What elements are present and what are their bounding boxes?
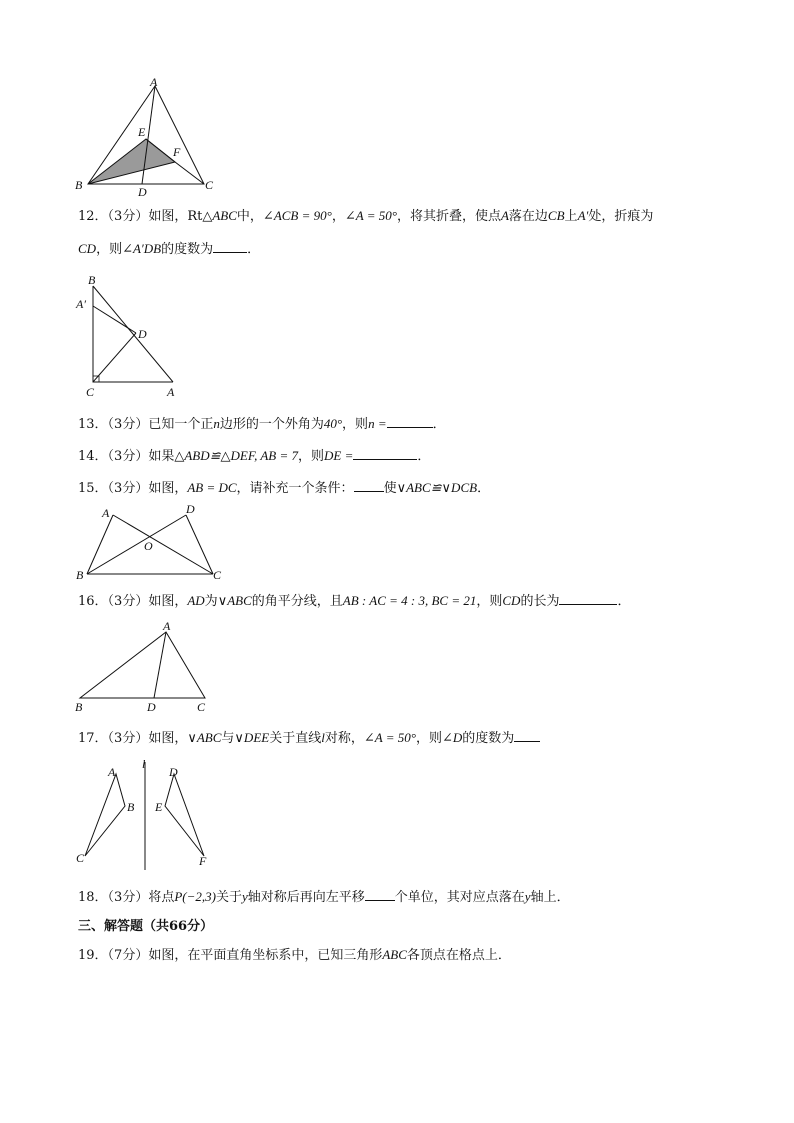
q16-text: 为	[204, 594, 218, 609]
q12-math: A	[500, 208, 509, 223]
q12-text: 上	[564, 209, 578, 224]
q17-math: ∠D	[441, 730, 463, 745]
triangle-abc	[85, 774, 125, 856]
segment-ab	[87, 515, 113, 574]
label-d: D	[138, 185, 147, 198]
figure-q16	[70, 618, 220, 714]
q17-math: ∠A = 50°	[363, 730, 416, 745]
answer-blank[interactable]	[387, 415, 433, 428]
label-a-prime: A′	[76, 297, 86, 311]
q12-text: 处，折痕为	[588, 209, 654, 224]
triangle-def	[165, 774, 204, 856]
label-o: O	[144, 539, 153, 553]
q17-text: 对称，	[324, 731, 364, 746]
answer-blank[interactable]	[213, 240, 247, 253]
q19-text: 各顶点在格点上．	[406, 948, 511, 963]
label-a: A	[102, 506, 110, 520]
segment-bd	[87, 515, 186, 574]
q16-text: ，则	[476, 594, 503, 609]
q12-math: ∠A = 50°	[344, 208, 397, 223]
q13-text: 13．（3分）已知一个正	[78, 417, 214, 432]
q14-text: ，则	[298, 449, 325, 464]
shaded-triangle-bef	[88, 139, 175, 184]
segment-ad	[154, 632, 166, 698]
q12-text: 落在边	[508, 209, 548, 224]
q12-text: 的度数为	[161, 242, 214, 257]
label-c: C	[197, 700, 206, 714]
label-b: B	[76, 568, 84, 582]
label-b: B	[75, 178, 83, 192]
q16-text: 的角平分线，且	[251, 594, 343, 609]
q12-text: ，将其折叠，使点	[396, 209, 501, 224]
label-a: A	[150, 75, 158, 89]
q18-text: 轴对称后再向左平移	[247, 890, 365, 905]
question-15	[78, 479, 490, 498]
q13-text: ，则	[342, 417, 369, 432]
answer-blank[interactable]	[559, 592, 617, 605]
q19-text: 19．（7分）如图，在平面直角坐标系中，已知三角形	[78, 948, 383, 963]
figure-q12	[70, 272, 190, 400]
figure-q15	[70, 502, 230, 582]
q12-text: ．	[247, 242, 261, 257]
q15-text: 15．（3分）如图，	[78, 481, 188, 496]
question-19	[78, 946, 511, 965]
q12-text: ，则	[96, 242, 123, 257]
q12-math: ∠A′DB	[122, 241, 162, 256]
q14-math: DE =	[324, 448, 354, 463]
q17-math: l	[321, 730, 325, 745]
triangle-abc	[80, 632, 205, 698]
q18-math: P(−2,3)	[174, 889, 216, 904]
label-f: F	[199, 854, 207, 868]
q18-text: 18．（3分）将点	[78, 890, 175, 905]
label-l: l	[142, 757, 146, 771]
label-c: C	[213, 568, 222, 582]
q17-text: 关于直线	[269, 731, 322, 746]
label-d: D	[147, 700, 156, 714]
label-d: D	[169, 765, 178, 779]
q12-math: CB	[547, 208, 565, 223]
q13-text: 边形的一个外角为	[219, 417, 324, 432]
q16-math: ∨ABC	[217, 593, 252, 608]
answer-blank[interactable]	[353, 447, 417, 460]
q17-math: ∨DEE	[234, 730, 270, 745]
segment-a1d	[93, 306, 136, 333]
question-12-line-2	[78, 240, 260, 259]
q15-text: 使	[383, 481, 397, 496]
q16-text: ．	[617, 594, 631, 609]
q12-math: A′	[577, 208, 589, 223]
q18-math: y	[524, 889, 531, 904]
q12-math: ∠ACB = 90°	[262, 208, 332, 223]
q16-math: AB : AC = 4 : 3, BC = 21	[342, 593, 477, 608]
label-b: B	[88, 273, 96, 287]
section-heading: 三、解答题（共66分）	[78, 919, 214, 934]
q12-text: Rt△	[187, 209, 213, 224]
label-d: D	[138, 327, 147, 341]
q17-text: 的度数为	[462, 731, 515, 746]
q16-math: AD	[187, 593, 205, 608]
question-16	[78, 592, 630, 611]
label-b: B	[127, 800, 135, 814]
q18-text: 关于	[215, 890, 242, 905]
question-18	[78, 888, 570, 907]
label-f: F	[173, 145, 181, 159]
q16-text: 的长为	[520, 594, 560, 609]
question-12-line-1	[78, 207, 653, 226]
q18-text: 轴上．	[530, 890, 570, 905]
label-c: C	[86, 385, 95, 399]
q15-math: AB = DC	[187, 480, 237, 495]
q12-math: ABC	[212, 208, 237, 223]
q15-text: ，请补充一个条件：	[236, 481, 354, 496]
answer-blank[interactable]	[365, 888, 395, 901]
question-13	[78, 415, 446, 434]
q15-text: ．	[477, 481, 491, 496]
label-a: A	[167, 385, 175, 399]
q15-math: ∨ABC≌∨DCB	[396, 480, 478, 495]
label-b: B	[75, 700, 83, 714]
segment-ac	[113, 515, 213, 574]
q12-number: 12．（3分）如图，	[78, 209, 188, 224]
q14-math: △ABD≌△DEF, AB = 7	[174, 448, 298, 463]
q13-math: n	[213, 416, 220, 431]
q19-math: ABC	[382, 947, 407, 962]
q17-text: 与	[221, 731, 235, 746]
q12-math: CD	[78, 241, 97, 256]
segment-cd	[93, 333, 136, 382]
question-17	[78, 729, 540, 748]
segment-fc	[175, 162, 204, 184]
q13-math: n =	[368, 416, 387, 431]
segment-dc	[186, 515, 213, 574]
answer-blank[interactable]	[514, 729, 540, 742]
label-c: C	[205, 178, 214, 192]
q16-math: CD	[502, 593, 521, 608]
q13-text: ．	[432, 417, 446, 432]
label-e: E	[138, 125, 146, 139]
label-e: E	[155, 800, 163, 814]
question-14	[78, 447, 430, 466]
q18-text: 个单位，其对应点落在	[394, 890, 525, 905]
q13-math: 40°	[323, 416, 343, 431]
figure-q11	[70, 74, 230, 198]
label-c: C	[76, 851, 85, 865]
q16-text: 16．（3分）如图，	[78, 594, 188, 609]
label-a: A	[108, 765, 116, 779]
label-d: D	[186, 502, 195, 516]
label-a: A	[163, 619, 171, 633]
q14-text: 14．（3分）如果	[78, 449, 175, 464]
q14-text: ．	[417, 449, 431, 464]
q17-text: 17．（3分）如图，	[78, 731, 188, 746]
q17-math: ∨ABC	[187, 730, 222, 745]
answer-blank[interactable]	[354, 479, 384, 492]
figure-q17	[70, 756, 220, 872]
q18-math: y	[241, 889, 248, 904]
q12-text: 中，	[236, 209, 263, 224]
q17-text: ，则	[415, 731, 442, 746]
q12-text: ，	[331, 209, 345, 224]
